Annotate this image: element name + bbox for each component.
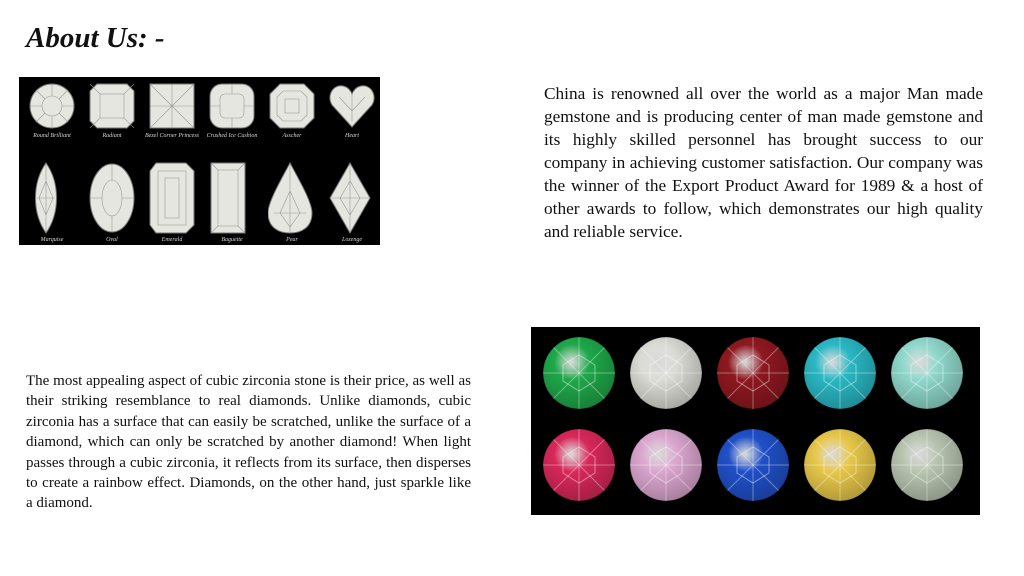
blue-gem-icon (715, 427, 791, 508)
gem-shape-label: Oval (106, 237, 118, 243)
garnet-gem-icon (715, 335, 791, 416)
gem-shape-item (264, 81, 320, 140)
gem-shape-item (144, 81, 200, 140)
round-cut-icon (27, 81, 77, 131)
yellow-gem-icon (802, 427, 878, 508)
gem-shape-label: Asscher (282, 133, 302, 139)
green-gem-icon (541, 335, 617, 416)
gem-shape-label: Marquise (40, 237, 64, 243)
gem-shape-item (24, 161, 80, 244)
cushion-cut-icon (207, 81, 257, 131)
pear-cut-icon (268, 161, 316, 235)
emerald-cut-icon (148, 161, 196, 235)
baguette-cut-icon (208, 161, 256, 235)
lozenge-cut-icon (328, 161, 376, 235)
gem-shape-label: Round Brilliant (33, 133, 71, 139)
gem-shape-label: Baguette (221, 237, 243, 243)
mint-gem-icon (889, 335, 965, 416)
gem-shape-label: Bezel Corner Princess (145, 133, 199, 139)
pink-gem-icon (541, 427, 617, 508)
silver-gem-icon (889, 427, 965, 508)
heart-cut-icon (327, 81, 377, 131)
aqua-gem-icon (802, 335, 878, 416)
marquise-cut-icon (28, 161, 76, 235)
white-gem-icon (628, 335, 704, 416)
gem-shape-label: Emerald (161, 237, 183, 243)
gem-shape-label: Pear (286, 237, 298, 243)
gem-colors-chart-image (531, 327, 980, 515)
gem-shape-label: Lozenge (342, 237, 362, 243)
gem-shape-item (84, 81, 140, 140)
gem-shape-item (324, 81, 380, 140)
gem-shape-item (324, 161, 380, 244)
cubic-zirconia-paragraph: The most appealing aspect of cubic zirconia stone is their price, as well as their striking resemblance to real diamonds. Unlike diamonds, cubic zirconia has a surface that can easily be scratched, unlike the surface of a diamond, which can only be scratched by another diamond! When light passes through a cubic zirconia, it reflects from its surface, then disperses to create a rainbow effect. Diamonds, on the other hand, just sparkle like a diamond. (26, 373, 471, 512)
gem-shape-item (24, 81, 80, 140)
gem-shape-label: Crushed Ice Cushion (206, 133, 258, 139)
asscher-cut-icon (267, 81, 317, 131)
gem-shape-item (204, 81, 260, 140)
gem-shape-label: Heart (345, 133, 359, 139)
oval-cut-icon (88, 161, 136, 235)
gem-shape-item (144, 161, 200, 244)
gem-shape-item (84, 161, 140, 244)
lilac-gem-icon (628, 427, 704, 508)
company-intro-paragraph: China is renowned all over the world as a major Man made gemstone and is producing center of man made gemstone and its highly skilled personnel has brought success to our company in achieving customer satisfaction. Our company was the winner of the Export Product Award for 1989 & a host of other awards to follow, which demonstrates our high quality and reliable service. (544, 84, 983, 241)
gem-shape-item (264, 161, 320, 244)
page-title: About Us: - (26, 22, 165, 54)
gem-shapes-chart-image (19, 77, 380, 245)
gem-shape-item (204, 161, 260, 244)
gem-shape-label: Radiant (102, 133, 122, 139)
radiant-cut-icon (87, 81, 137, 131)
princess-cut-icon (147, 81, 197, 131)
